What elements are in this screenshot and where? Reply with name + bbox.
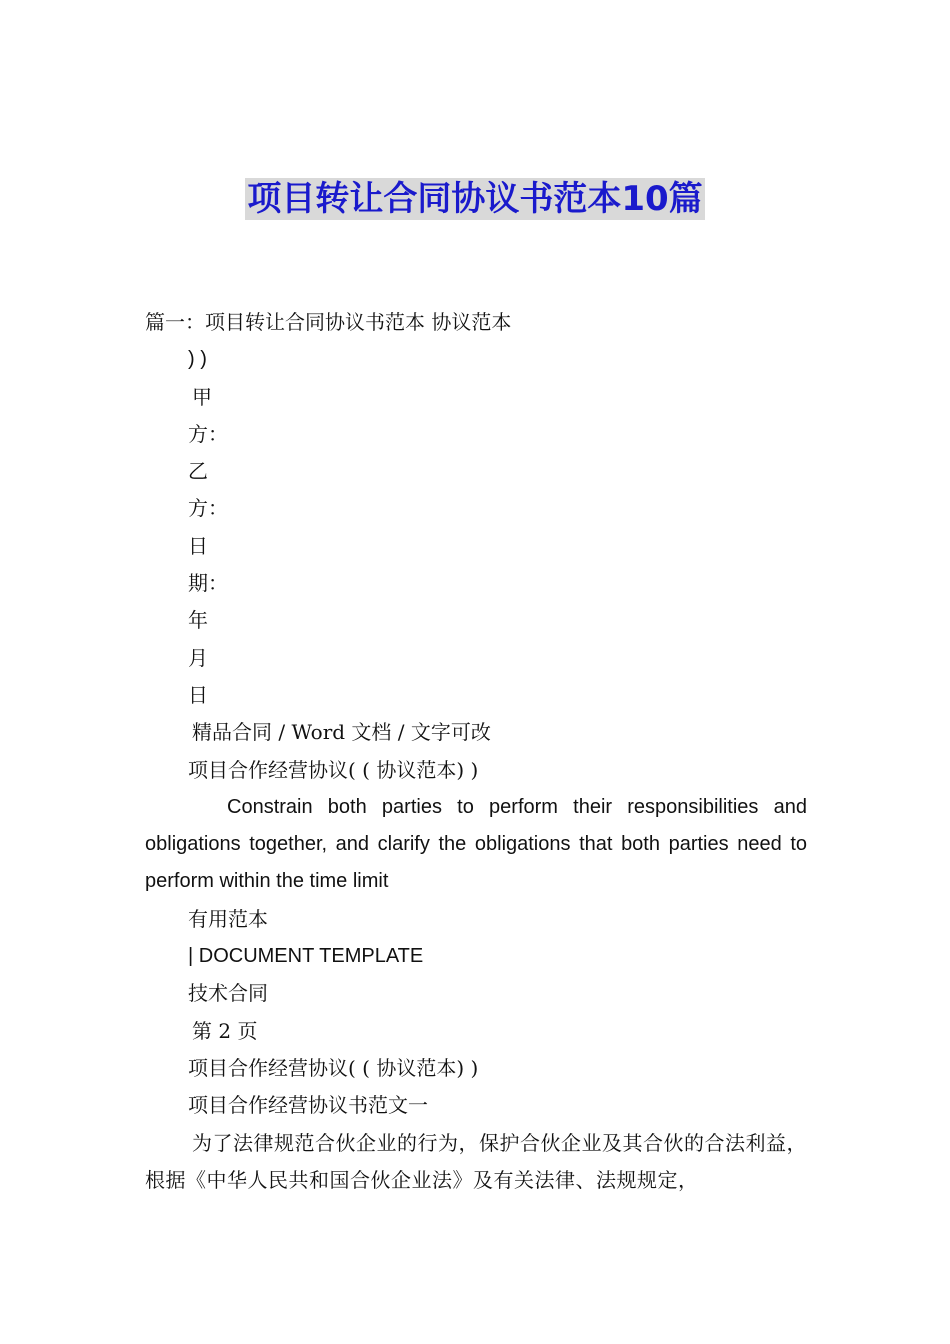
text-line: 精品合同 / Word 文档 / 文字可改 [192,720,491,745]
text-line: 年 [188,608,208,633]
text-line: 技术合同 [188,981,268,1006]
text-line: 项目合作经营协议( ( 协议范本) ) [188,1055,479,1080]
title-wrap [0,178,950,220]
chinese-paragraph: 为了法律规范合伙企业的行为，保护合伙企业及其合伙的合法利益，根据《中华人民共和国合伙企业法》及有关法律、法规规定， [145,1130,807,1192]
text-line: 方： [188,421,228,446]
text-line: 项目合作经营协议书范文一 [188,1093,428,1118]
text-line: 方： [188,496,228,521]
text-line: ) ) [188,348,207,371]
text-line: 乙 [188,459,208,484]
text-line: 甲 [192,384,212,409]
document-body [145,304,807,1199]
text-line: 项目合作经营协议( ( 协议范本) ) [188,757,479,782]
text-line: | DOCUMENT TEMPLATE [188,945,424,968]
page-number-line: 第 2 页 [192,1018,258,1043]
text-line: 日 [188,533,208,558]
text-line: 期： [188,571,228,596]
text-line: 月 [188,645,208,670]
english-paragraph: Constrain both parties to perform their responsibilities and obligations together, and clarify the obligations that both parties need to perform within the time limit [145,795,807,893]
text-line: 有用范本 [188,906,268,931]
text-line: 日 [188,682,208,707]
document-title: 项目转让合同协议书范本10篇 [247,179,703,219]
section-heading: 篇一：项目转让合同协议书范本 协议范本 [145,310,512,334]
